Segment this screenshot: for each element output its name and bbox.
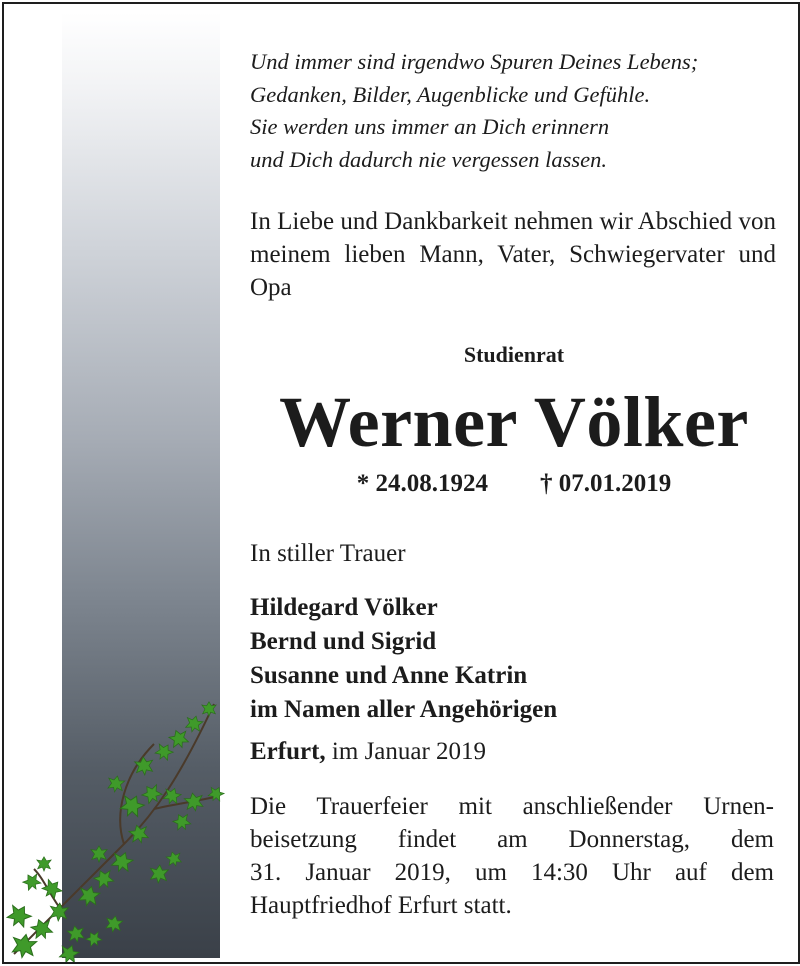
ivy-leaf xyxy=(153,741,175,763)
funeral-info xyxy=(250,790,774,922)
poem-line: Und immer sind irgendwo Spuren Deines Lebens; xyxy=(250,49,699,74)
ivy-leaf xyxy=(128,823,150,845)
mourner: Hildegard Völker xyxy=(250,594,438,621)
mourner: Susanne und Anne Katrin xyxy=(250,662,528,689)
ivy-leaves xyxy=(4,702,225,964)
ivy-branch-icon xyxy=(4,684,244,964)
ivy-leaf xyxy=(29,916,54,941)
mourning-line: In stiller Trauer xyxy=(250,540,406,567)
ivy-leaf xyxy=(109,849,134,874)
life-dates xyxy=(250,470,778,498)
poem-line: Gedanken, Bilder, Augenblicke und Gefühle. xyxy=(250,81,651,107)
deceased-name: Werner Völker xyxy=(279,382,749,462)
ivy-leaf xyxy=(21,871,43,893)
ivy-leaf xyxy=(202,702,216,716)
mourner: Bernd und Sigrid xyxy=(250,628,437,655)
funeral-line: Hauptfriedhof Erfurt statt. xyxy=(250,892,512,919)
ivy-leaf xyxy=(206,784,225,803)
death-date: † 07.01.2019 xyxy=(540,470,672,497)
poem-line: Sie werden uns immer an Dich erinnern xyxy=(250,114,610,139)
ivy-leaf xyxy=(37,857,51,871)
ivy-leaf xyxy=(57,942,80,964)
ivy-leaf xyxy=(67,925,86,944)
obituary-notice xyxy=(2,2,800,964)
ivy-leaf xyxy=(91,846,107,862)
ivy-leaf xyxy=(167,727,190,750)
ivy-leaf xyxy=(171,811,193,833)
poem xyxy=(250,46,778,176)
ivy-leaf xyxy=(92,867,116,891)
funeral-line: beisetzung findet am Donnerstag, dem xyxy=(250,826,774,853)
ivy-leaf xyxy=(165,850,183,868)
place-date-text: im Januar 2019 xyxy=(331,738,487,765)
ivy-leaf xyxy=(10,932,37,959)
poem-line: und Dich dadurch nie vergessen lassen. xyxy=(250,146,608,172)
ivy-leaf xyxy=(77,884,101,908)
mourners-list xyxy=(250,591,557,727)
ivy-leaf xyxy=(139,781,164,806)
deceased-title: Studienrat xyxy=(463,342,565,367)
ivy-leaf xyxy=(105,915,124,934)
ivy-leaf xyxy=(107,775,126,794)
ivy-leaf xyxy=(149,864,169,884)
intro-text: In Liebe und Dankbarkeit nehmen wir Abschied von meinem lieben Mann, Vater, Schwiegervater und Opa xyxy=(250,208,776,301)
place-date xyxy=(250,738,486,766)
mourner: im Namen aller Angehörigen xyxy=(250,696,558,723)
ivy-leaf xyxy=(84,929,104,949)
birth-date: * 24.08.1924 xyxy=(356,470,488,497)
funeral-line: 31. Januar 2019, um 14:30 Uhr auf dem xyxy=(250,859,774,886)
place-city: Erfurt, xyxy=(250,738,326,765)
funeral-line: Die Trauerfeier mit anschließender Urnen- xyxy=(250,793,774,820)
ivy-leaf xyxy=(4,901,34,931)
ivy-leaf xyxy=(49,902,69,922)
